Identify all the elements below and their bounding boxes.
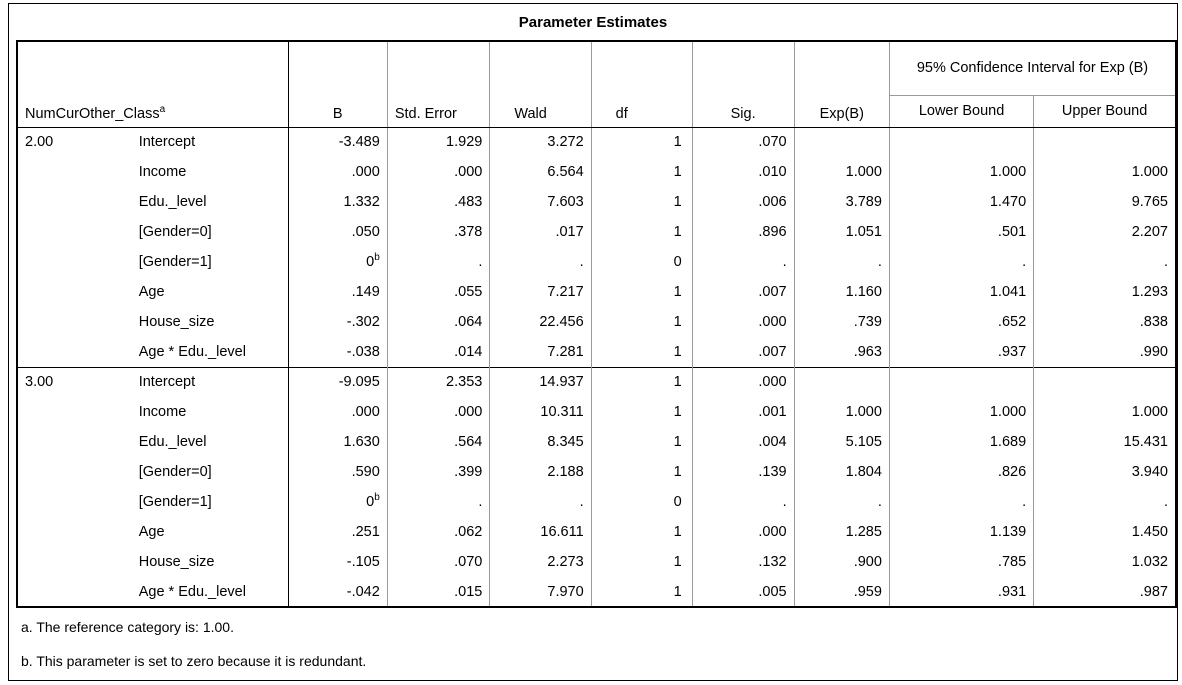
- expb-cell: 1.160: [794, 277, 889, 307]
- b-value: -.038: [346, 343, 380, 360]
- b-cell: [288, 247, 387, 277]
- wald-cell: 2.273: [490, 547, 591, 577]
- sig-cell: .001: [692, 397, 794, 427]
- col-header-df: df: [591, 41, 692, 127]
- table-row: [17, 427, 1176, 457]
- df-cell: 1: [591, 577, 692, 607]
- ci-lower-cell: 1.139: [889, 517, 1033, 547]
- param-name-cell: [Gender=0]: [132, 217, 288, 247]
- expb-cell: .900: [794, 547, 889, 577]
- std-error-cell: .: [387, 247, 490, 277]
- wald-cell: 10.311: [490, 397, 591, 427]
- group-label-cell: 2.00: [17, 127, 132, 157]
- b-value: .000: [351, 404, 380, 420]
- b-cell: [288, 157, 387, 187]
- ci-lower-cell: 1.000: [889, 157, 1033, 187]
- b-cell: [288, 487, 387, 517]
- df-cell: 1: [591, 367, 692, 397]
- group-label-cell: [17, 487, 132, 517]
- wald-cell: 14.937: [490, 367, 591, 397]
- ci-lower-cell: .: [889, 247, 1033, 277]
- b-cell: [288, 427, 387, 457]
- std-error-cell: 2.353: [387, 367, 490, 397]
- ci-upper-cell: .: [1034, 247, 1176, 277]
- std-error-cell: .483: [387, 187, 490, 217]
- table-row: [17, 487, 1176, 517]
- group-label-cell: [17, 547, 132, 577]
- ci-lower-cell: .826: [889, 457, 1033, 487]
- param-name-cell: Edu._level: [132, 427, 288, 457]
- df-cell: 0: [591, 247, 692, 277]
- ci-lower-cell: .: [889, 487, 1033, 517]
- ci-lower-cell: 1.041: [889, 277, 1033, 307]
- b-value: 1.332: [343, 194, 380, 210]
- ci-lower-cell: 1.470: [889, 187, 1033, 217]
- b-value: 0: [366, 494, 375, 510]
- ci-upper-cell: 1.293: [1034, 277, 1176, 307]
- expb-cell: .739: [794, 307, 889, 337]
- ci-lower-cell: [889, 367, 1033, 397]
- group-label-cell: [17, 337, 132, 367]
- std-error-cell: .055: [387, 277, 490, 307]
- wald-cell: .: [490, 247, 591, 277]
- table-row: [17, 517, 1176, 547]
- col-header-sig: Sig.: [692, 41, 794, 127]
- df-cell: 1: [591, 307, 692, 337]
- wald-cell: .017: [490, 217, 591, 247]
- param-name-cell: House_size: [132, 307, 288, 337]
- b-value: -.042: [346, 583, 380, 600]
- df-cell: 1: [591, 547, 692, 577]
- ci-lower-cell: 1.000: [889, 397, 1033, 427]
- param-name-cell: Intercept: [132, 127, 288, 157]
- param-name-cell: Age * Edu._level: [132, 577, 288, 607]
- group-label-cell: [17, 577, 132, 607]
- expb-cell: 1.051: [794, 217, 889, 247]
- ci-lower-header: Lower Bound: [889, 95, 1033, 127]
- std-error-cell: .399: [387, 457, 490, 487]
- b-value: 1.630: [343, 434, 380, 450]
- sig-cell: .070: [692, 127, 794, 157]
- param-name-cell: Edu._level: [132, 187, 288, 217]
- expb-cell: [794, 367, 889, 397]
- col-header-wald: Wald: [490, 41, 591, 127]
- b-value: .050: [351, 224, 380, 240]
- group-label-cell: [17, 247, 132, 277]
- b-value: -9.095: [338, 374, 380, 391]
- ci-upper-cell: .838: [1034, 307, 1176, 337]
- ci-upper-cell: [1034, 127, 1176, 157]
- std-error-cell: .014: [387, 337, 490, 367]
- param-name-cell: [Gender=0]: [132, 457, 288, 487]
- b-value: .251: [351, 524, 380, 540]
- table-row: [17, 367, 1176, 397]
- table-row: [17, 577, 1176, 607]
- param-name-cell: Income: [132, 397, 288, 427]
- b-cell: [288, 367, 387, 397]
- df-cell: 1: [591, 187, 692, 217]
- sig-cell: .: [692, 487, 794, 517]
- expb-cell: 1.000: [794, 157, 889, 187]
- group-label-cell: [17, 397, 132, 427]
- df-cell: 1: [591, 457, 692, 487]
- sig-cell: .006: [692, 187, 794, 217]
- ci-lower-cell: .652: [889, 307, 1033, 337]
- ci-lower-cell: .937: [889, 337, 1033, 367]
- std-error-cell: .000: [387, 397, 490, 427]
- expb-cell: 5.105: [794, 427, 889, 457]
- b-value: .590: [351, 464, 380, 480]
- b-cell: [288, 337, 387, 367]
- expb-cell: 1.285: [794, 517, 889, 547]
- table-row: [17, 457, 1176, 487]
- expb-cell: .963: [794, 337, 889, 367]
- param-name-cell: Intercept: [132, 367, 288, 397]
- expb-cell: 3.789: [794, 187, 889, 217]
- ci-upper-cell: 1.450: [1034, 517, 1176, 547]
- table-row: [17, 277, 1176, 307]
- std-error-cell: .000: [387, 157, 490, 187]
- col-header-expb: Exp(B): [794, 41, 889, 127]
- sig-cell: .000: [692, 517, 794, 547]
- param-name-cell: Income: [132, 157, 288, 187]
- df-cell: 1: [591, 127, 692, 157]
- footnotes: [21, 610, 366, 678]
- std-error-cell: .070: [387, 547, 490, 577]
- ci-upper-cell: 3.940: [1034, 457, 1176, 487]
- b-cell: [288, 547, 387, 577]
- ci-upper-cell: .: [1034, 487, 1176, 517]
- b-cell: [288, 457, 387, 487]
- param-name-cell: Age: [132, 277, 288, 307]
- ci-upper-cell: .990: [1034, 337, 1176, 367]
- sig-cell: .004: [692, 427, 794, 457]
- b-value: -.105: [346, 554, 380, 570]
- ci-header: 95% Confidence Interval for Exp (B): [889, 41, 1176, 95]
- table-row: [17, 397, 1176, 427]
- group-label-cell: [17, 457, 132, 487]
- df-cell: 1: [591, 217, 692, 247]
- ci-lower-cell: .501: [889, 217, 1033, 247]
- table-title: Parameter Estimates: [518, 13, 668, 31]
- group-label-cell: [17, 427, 132, 457]
- footnote-a: a. The reference category is: 1.00.: [21, 619, 234, 635]
- std-error-cell: .015: [387, 577, 490, 607]
- wald-cell: 7.970: [490, 577, 591, 607]
- wald-cell: 6.564: [490, 157, 591, 187]
- parameter-estimates-panel: [8, 3, 1178, 681]
- wald-cell: 2.188: [490, 457, 591, 487]
- table-row: [17, 247, 1176, 277]
- group-label-cell: 3.00: [17, 367, 132, 397]
- ci-upper-cell: .987: [1034, 577, 1176, 607]
- group-label-cell: [17, 187, 132, 217]
- parameter-estimates-table: [16, 40, 1177, 608]
- sig-cell: .139: [692, 457, 794, 487]
- b-value: -3.489: [338, 134, 380, 151]
- ci-upper-header: Upper Bound: [1034, 95, 1176, 127]
- expb-cell: 1.000: [794, 397, 889, 427]
- group-label-cell: [17, 217, 132, 247]
- ci-lower-cell: .785: [889, 547, 1033, 577]
- ci-lower-cell: [889, 127, 1033, 157]
- wald-cell: 3.272: [490, 127, 591, 157]
- table-row: [17, 157, 1176, 187]
- std-error-cell: .064: [387, 307, 490, 337]
- ci-upper-cell: [1034, 367, 1176, 397]
- b-cell: [288, 307, 387, 337]
- df-cell: 0: [591, 487, 692, 517]
- table-row: [17, 337, 1176, 367]
- sig-cell: .896: [692, 217, 794, 247]
- table-row: [17, 217, 1176, 247]
- sig-cell: .007: [692, 277, 794, 307]
- param-name-cell: House_size: [132, 547, 288, 577]
- wald-cell: 8.345: [490, 427, 591, 457]
- wald-cell: 7.603: [490, 187, 591, 217]
- table-row: [17, 547, 1176, 577]
- footnote-b: b. This parameter is set to zero because it is redundant.: [21, 653, 367, 669]
- sig-cell: .000: [692, 367, 794, 397]
- df-cell: 1: [591, 337, 692, 367]
- ci-upper-cell: 1.000: [1034, 157, 1176, 187]
- expb-cell: .: [794, 247, 889, 277]
- param-name-cell: [Gender=1]: [132, 487, 288, 517]
- ci-lower-cell: 1.689: [889, 427, 1033, 457]
- b-value: .149: [351, 284, 380, 300]
- ci-upper-cell: 1.000: [1034, 397, 1176, 427]
- ci-upper-cell: 15.431: [1034, 427, 1176, 457]
- wald-cell: 7.281: [490, 337, 591, 367]
- b-value: .000: [351, 164, 380, 180]
- std-error-cell: .378: [387, 217, 490, 247]
- b-value: -.302: [346, 314, 380, 330]
- df-cell: 1: [591, 517, 692, 547]
- df-cell: 1: [591, 157, 692, 187]
- b-cell: [288, 577, 387, 607]
- df-cell: 1: [591, 397, 692, 427]
- class-header: NumCurOther_Class$^a$: [17, 41, 288, 127]
- std-error-cell: .062: [387, 517, 490, 547]
- expb-cell: .959: [794, 577, 889, 607]
- b-cell: [288, 397, 387, 427]
- sig-cell: .132: [692, 547, 794, 577]
- ci-upper-cell: 1.032: [1034, 547, 1176, 577]
- col-header-b: B: [288, 41, 387, 127]
- wald-cell: .: [490, 487, 591, 517]
- b-footnote-marker: b: [374, 492, 380, 503]
- sig-cell: .007: [692, 337, 794, 367]
- param-name-cell: Age: [132, 517, 288, 547]
- param-name-cell: [Gender=1]: [132, 247, 288, 277]
- group-label-cell: [17, 307, 132, 337]
- col-header-std-error: Std. Error: [387, 41, 490, 127]
- group-label-cell: [17, 277, 132, 307]
- param-name-cell: Age * Edu._level: [132, 337, 288, 367]
- sig-cell: .000: [692, 307, 794, 337]
- b-cell: [288, 517, 387, 547]
- b-cell: [288, 127, 387, 157]
- b-cell: [288, 277, 387, 307]
- sig-cell: .: [692, 247, 794, 277]
- std-error-cell: .564: [387, 427, 490, 457]
- group-label-cell: [17, 157, 132, 187]
- ci-lower-cell: .931: [889, 577, 1033, 607]
- ci-upper-cell: 2.207: [1034, 217, 1176, 247]
- table-row: [17, 307, 1176, 337]
- expb-cell: [794, 127, 889, 157]
- df-cell: 1: [591, 427, 692, 457]
- ci-upper-cell: 9.765: [1034, 187, 1176, 217]
- wald-cell: 7.217: [490, 277, 591, 307]
- sig-cell: .010: [692, 157, 794, 187]
- std-error-cell: 1.929: [387, 127, 490, 157]
- b-cell: [288, 187, 387, 217]
- table-row: [17, 127, 1176, 157]
- expb-cell: .: [794, 487, 889, 517]
- df-cell: 1: [591, 277, 692, 307]
- b-cell: [288, 217, 387, 247]
- wald-cell: 22.456: [490, 307, 591, 337]
- sig-cell: .005: [692, 577, 794, 607]
- group-label-cell: [17, 517, 132, 547]
- expb-cell: 1.804: [794, 457, 889, 487]
- wald-cell: 16.611: [490, 517, 591, 547]
- std-error-cell: .: [387, 487, 490, 517]
- b-value: 0: [366, 254, 375, 270]
- table-row: [17, 187, 1176, 217]
- b-footnote-marker: b: [374, 252, 380, 263]
